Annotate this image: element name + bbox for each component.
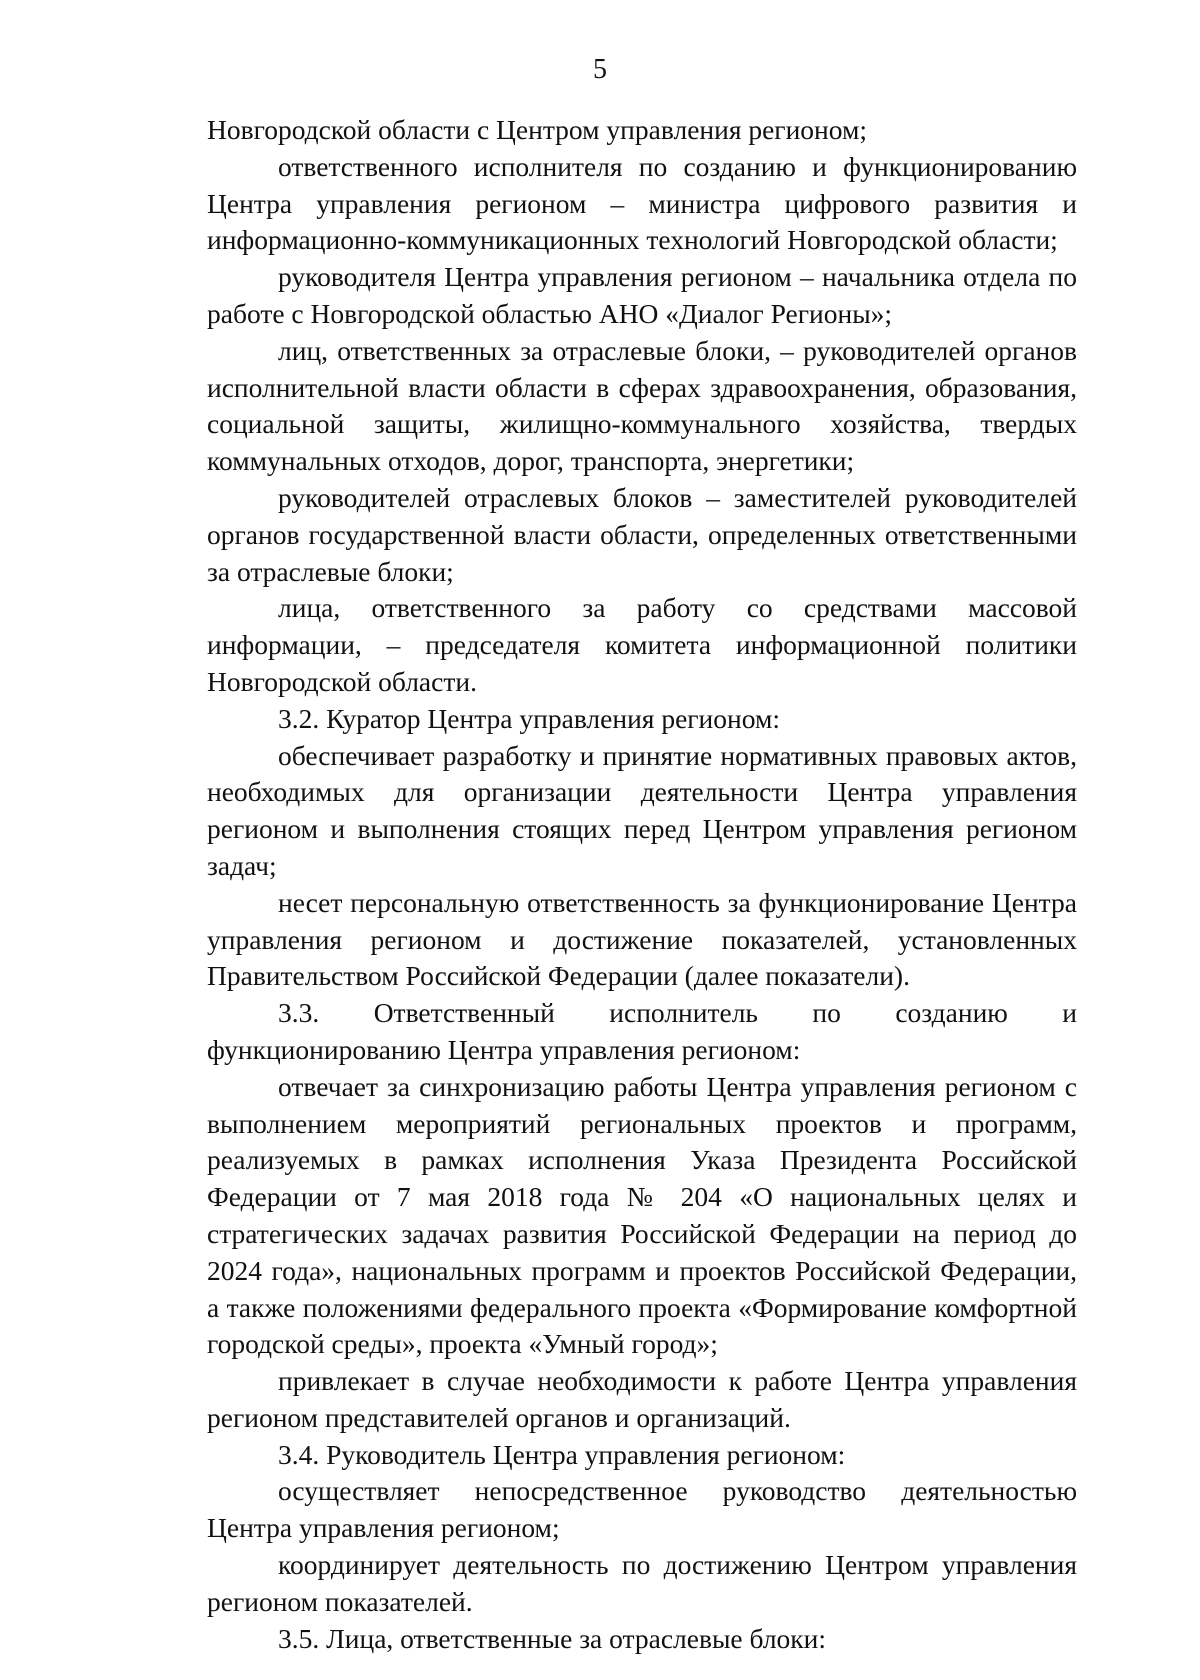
paragraph-curator-duty-2: несет персональную ответственность за функционирование Центра управления регионом и достижение показателей, установленных Правительством Российской Федерации (далее показатели). <box>207 886 1077 992</box>
section-heading-3-4: 3.4. Руководитель Центра управления регионом: <box>278 1438 846 1470</box>
section-heading-3-2: 3.2. Куратор Центра управления регионом: <box>278 702 781 734</box>
paragraph-sector-heads: руководителей отраслевых блоков – заместителей руководителей органов государственной власти области, определенных ответственными за отраслевые блоки; <box>207 481 1077 587</box>
paragraph-head-duty-2: координирует деятельность по достижению Центром управления регионом показателей. <box>207 1549 1077 1617</box>
document-body <box>207 112 1077 1657</box>
paragraph-sector-responsibles: лиц, ответственных за отраслевые блоки, – руководителей органов исполнительной власти области в сферах здравоохранения, образования, социальной защиты, жилищно-коммунального хозяйства, твердых коммунальных отходов, дорог, транспорта, энергетики; <box>207 334 1077 477</box>
paragraph-continuation: Новгородской области с Центром управления регионом; <box>207 114 868 145</box>
paragraph-executor: ответственного исполнителя по созданию и функционированию Центра управления регионом – министра цифрового развития и информационно-коммуникационных технологий Новгородской области; <box>207 150 1077 256</box>
paragraph-executor-duty-1: отвечает за синхронизацию работы Центра управления регионом с выполнением мероприятий региональных проектов и программ, реализуемых в рамках исполнения Указа Президента Российской Федерации от 7 мая 2018 года № 204 «О национальных целях и стратегических задачах развития Российской Федерации на период до 2024 года», национальных программ и проектов Российской Федерации, а также положениями федерального проекта «Формирование комфортной городской среды», проекта «Умный город»; <box>207 1070 1077 1360</box>
page-number: 5 <box>593 54 607 85</box>
section-heading-3-5: 3.5. Лица, ответственные за отраслевые блоки: <box>278 1622 827 1654</box>
section-heading-3-3: 3.3. Ответственный исполнитель по созданию и функционированию Центра управления регионом: <box>207 997 1077 1065</box>
paragraph-curator-duty-1: обеспечивает разработку и принятие нормативных правовых актов, необходимых для организации деятельности Центра управления регионом и выполнения стоящих перед Центром управления регионом задач; <box>207 739 1077 881</box>
paragraph-head-duty-1: осуществляет непосредственное руководство деятельностью Центра управления регионом; <box>207 1475 1077 1544</box>
paragraph-executor-duty-2: привлекает в случае необходимости к работе Центра управления регионом представителей органов и организаций. <box>207 1365 1077 1433</box>
paragraph-media-responsible: лица, ответственного за работу со средствами массовой информации, – председателя комитета информационной политики Новгородской области. <box>207 592 1077 697</box>
paragraph-head: руководителя Центра управления регионом – начальника отдела по работе с Новгородской областью АНО «Диалог Регионы»; <box>207 261 1077 329</box>
